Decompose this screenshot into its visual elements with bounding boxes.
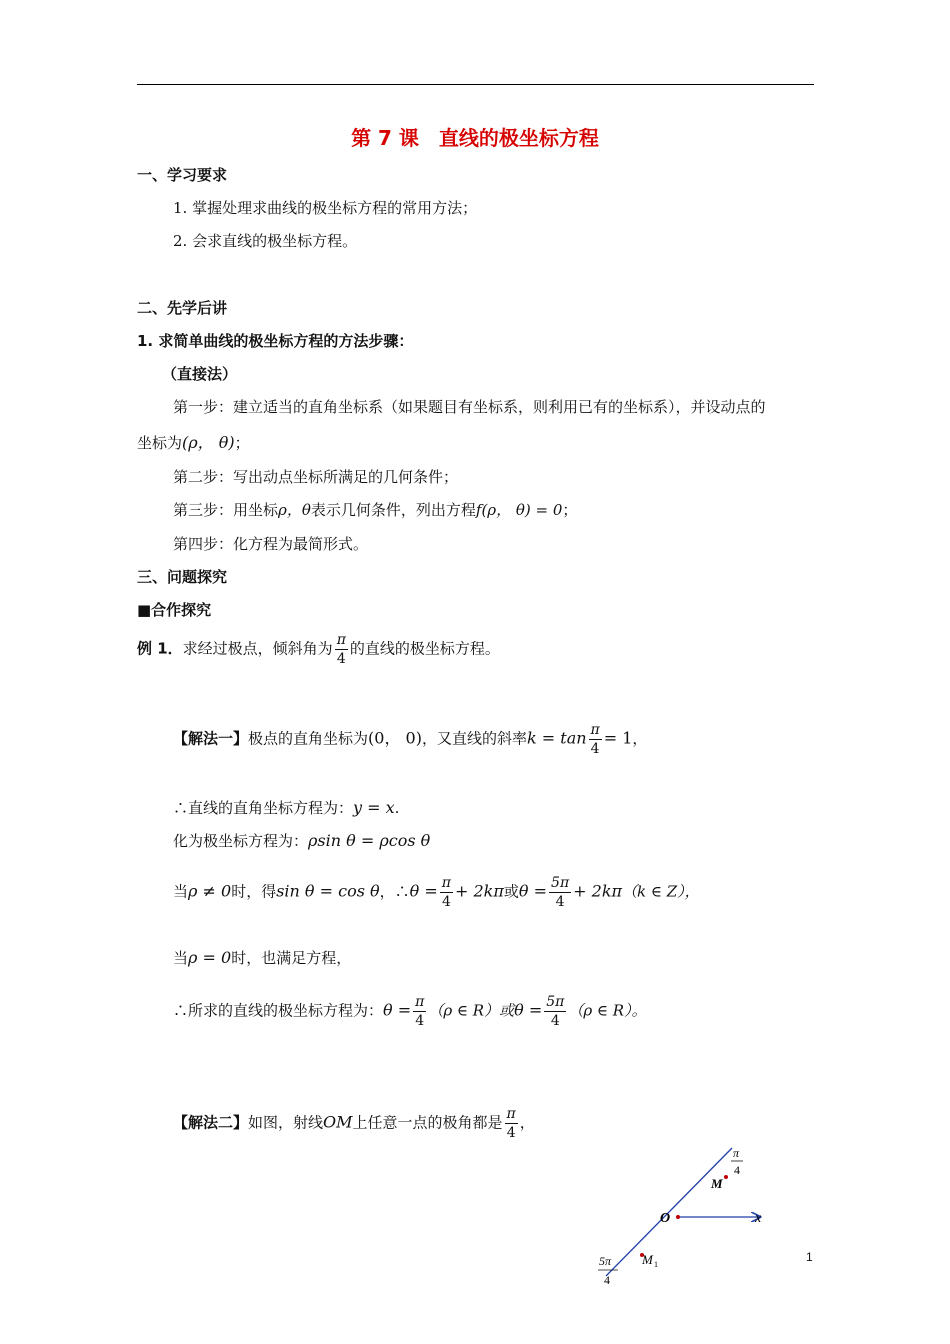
solution-1-line-5 <box>173 947 351 968</box>
label-x: x <box>755 1211 762 1226</box>
requirement-item-1: 1. 掌握处理求曲线的极坐标方程的常用方法； <box>173 199 478 217</box>
equation-f: f(ρ， θ) = 0 <box>475 501 563 519</box>
rho-in-r-end: （ρ ∈ R）。 <box>568 1001 647 1020</box>
or-1: 或 <box>503 882 519 901</box>
sol1-line2-text: ∴直线的直角坐标方程为： <box>173 799 354 817</box>
solution-2-label: 【解法二】 <box>173 1113 249 1132</box>
pole-point <box>676 1215 680 1219</box>
sol1-l4e: ，∴ <box>379 882 410 901</box>
sol1-l4a: 当 <box>173 882 189 901</box>
rho-zero: ρ = 0 <box>188 948 232 967</box>
cooperative-inquiry-heading: ■合作探究 <box>137 601 212 619</box>
polar-line-figure <box>590 1140 780 1290</box>
theta-symbol: θ <box>301 501 311 519</box>
angle-top-denominator: 4 <box>734 1163 740 1177</box>
theta-equals-3: θ = <box>383 1000 412 1020</box>
section-1-heading: 一、学习要求 <box>137 166 228 184</box>
method-steps-heading: 1. 求简单曲线的极坐标方程的方法步骤： <box>137 332 414 350</box>
fraction-pi-over-4: $\frac{\pi}{4}$ <box>590 722 600 758</box>
rho-nonzero: ρ ≠ 0 <box>188 881 232 901</box>
angle-bottom-numerator: 5π <box>599 1254 612 1268</box>
page-title: 第 7 课 直线的极坐标方程 <box>351 126 599 150</box>
rho-in-r-or: （ρ ∈ R）或 <box>428 1001 515 1020</box>
angle-bottom-denominator: 4 <box>604 1273 610 1287</box>
solution-2-line-1 <box>173 1106 535 1141</box>
sol1-text-c: ，又直线的斜率 <box>421 729 527 748</box>
example-1 <box>137 632 500 667</box>
sol1-l4c: 时，得 <box>231 882 277 901</box>
step-3 <box>173 499 577 520</box>
sol1-text-a: 极点的直角坐标为 <box>248 729 369 748</box>
plus-2k-pi-1: + 2kπ <box>455 881 504 901</box>
example-1-text-a: 求经过极点，倾斜角为 <box>182 639 333 658</box>
polar-equation: ρsin θ = ρcos θ <box>308 831 431 850</box>
plus-2k-pi-2: + 2kπ <box>573 881 623 901</box>
step-1-prefix: 坐标为 <box>137 434 183 452</box>
step-1-line-2 <box>137 430 250 453</box>
sol1-line3-text: 化为极坐标方程为： <box>173 832 309 850</box>
period: . <box>394 799 400 817</box>
solution-1-line-6 <box>173 994 647 1029</box>
solution-1-line-1 <box>173 722 647 757</box>
sol1-l6a: ∴所求的直线的极坐标方程为： <box>173 1001 384 1020</box>
step-3-text-a: 第三步：用坐标 <box>173 501 279 519</box>
rho-symbol: ρ， <box>278 501 302 519</box>
step-3-text-c: ； <box>562 501 578 519</box>
rho-theta-coordinate: (ρ， θ) <box>182 433 235 452</box>
example-1-text-b: 的直线的极坐标方程。 <box>349 639 500 658</box>
theta-equals-2: θ = <box>518 881 548 901</box>
solution-1-line-3 <box>173 830 430 851</box>
step-3-text-b: 表示几何条件，列出方程 <box>310 501 476 519</box>
slope-expression: k = tan <box>526 728 587 748</box>
fraction-pi-over-4: $\frac{\pi}{4}$ <box>441 875 451 911</box>
fraction-pi-over-4: $\frac{\pi}{4}$ <box>415 994 425 1030</box>
point-m <box>724 1175 728 1179</box>
theta-equals-4: θ = <box>514 1000 543 1020</box>
sol2-text-c: 上任意一点的极角都是 <box>352 1113 503 1132</box>
slope-value: = 1 <box>603 728 633 748</box>
angle-top-numerator: π <box>733 1146 740 1160</box>
origin-coordinates: (0， 0) <box>368 728 422 748</box>
solution-1-line-4 <box>173 875 700 910</box>
solution-1-label: 【解法一】 <box>173 729 249 748</box>
label-o: O <box>660 1211 671 1226</box>
step-1-line-1: 第一步：建立适当的直角坐标系（如果题目有坐标系，则利用已有的坐标系），并设动点的 <box>173 398 766 416</box>
fraction-pi-over-4: $\frac{\pi}{4}$ <box>506 1106 516 1142</box>
solution-1-line-2 <box>173 797 399 818</box>
page-number: 1 <box>806 1250 813 1264</box>
sin-cos-equation: sin θ = cos θ <box>276 881 380 901</box>
fraction-5pi-over-4: $\frac{5\pi}{4}$ <box>551 875 570 911</box>
step-4: 第四步：化方程为最简形式。 <box>173 535 369 553</box>
sol2-text-d: ， <box>519 1113 535 1132</box>
step-2: 第二步：写出动点坐标所满足的几何条件； <box>173 468 459 486</box>
k-in-z: （k ∈ Z）， <box>622 882 700 901</box>
sol1-l5c: 时，也满足方程， <box>231 949 352 967</box>
requirement-item-2: 2. 会求直线的极坐标方程。 <box>173 232 358 250</box>
step-1-suffix: ； <box>234 434 250 452</box>
section-3-heading: 三、问题探究 <box>137 568 228 586</box>
cartesian-equation: y = x <box>353 798 395 817</box>
section-2-heading: 二、先学后讲 <box>137 299 228 317</box>
ray-om: OM <box>323 1112 353 1132</box>
sol1-l5a: 当 <box>173 949 189 967</box>
example-1-label: 例 1． <box>137 639 183 658</box>
header-rule <box>137 84 814 85</box>
fraction-5pi-over-4: $\frac{5\pi}{4}$ <box>546 994 565 1030</box>
direct-method-label: （直接法） <box>162 365 238 383</box>
sol1-text-f: ， <box>632 729 648 748</box>
label-m1-subscript: 1 <box>654 1260 658 1269</box>
label-m1: M <box>642 1252 653 1267</box>
fraction-pi-over-4: $\frac{\pi}{4}$ <box>336 632 346 668</box>
theta-equals-1: θ = <box>409 881 438 901</box>
sol2-text-a: 如图，射线 <box>248 1113 324 1132</box>
label-m: M <box>711 1176 723 1191</box>
